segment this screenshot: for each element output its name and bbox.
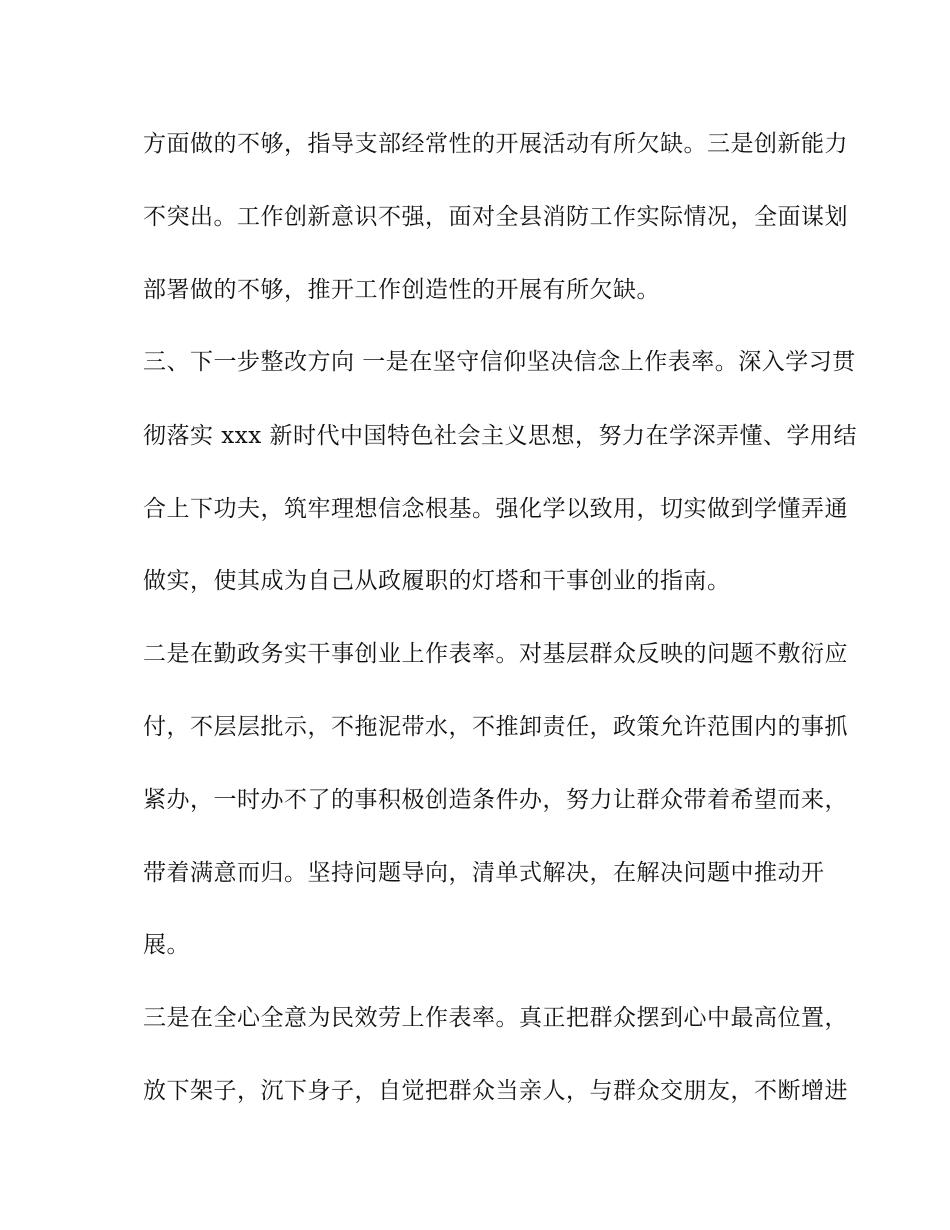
text-line: 方面做的不够，指导支部经常性的开展活动有所欠缺。三是创新能力 <box>143 131 848 157</box>
text-line: 三、下一步整改方向 一是在坚守信仰坚决信念上作表率。深入学习贯 <box>143 349 856 375</box>
text-line: 合上下功夫，筑牢理想信念根基。强化学以致用，切实做到学懂弄通 <box>143 496 848 522</box>
text-line: 展。 <box>143 932 190 958</box>
text-line: 三是在全心全意为民效劳上作表率。真正把群众摆到心中最高位置， <box>143 1005 848 1031</box>
text-line: 带着满意而归。坚持问题导向，清单式解决，在解决问题中推动开 <box>143 860 825 886</box>
text-line: 紧办，一时办不了的事积极创造条件办，努力让群众带着希望而来， <box>143 787 848 813</box>
text-line: 不突出。工作创新意识不强，面对全县消防工作实际情况，全面谋划 <box>143 204 848 230</box>
text-line: 二是在勤政务实干事创业上作表率。对基层群众反映的问题不敷衍应 <box>143 641 848 667</box>
text-line: 彻落实 xxx 新时代中国特色社会主义思想，努力在学深弄懂、学用结 <box>143 423 858 449</box>
text-line: 做实，使其成为自己从政履职的灯塔和干事创业的指南。 <box>143 568 731 594</box>
text-line: 放下架子，沉下身子，自觉把群众当亲人，与群众交朋友，不断增进 <box>143 1078 848 1104</box>
text-line: 部署做的不够，推开工作创造性的开展有所欠缺。 <box>143 277 660 303</box>
text-line: 付，不层层批示，不拖泥带水，不推卸责任，政策允许范围内的事抓 <box>143 714 848 740</box>
